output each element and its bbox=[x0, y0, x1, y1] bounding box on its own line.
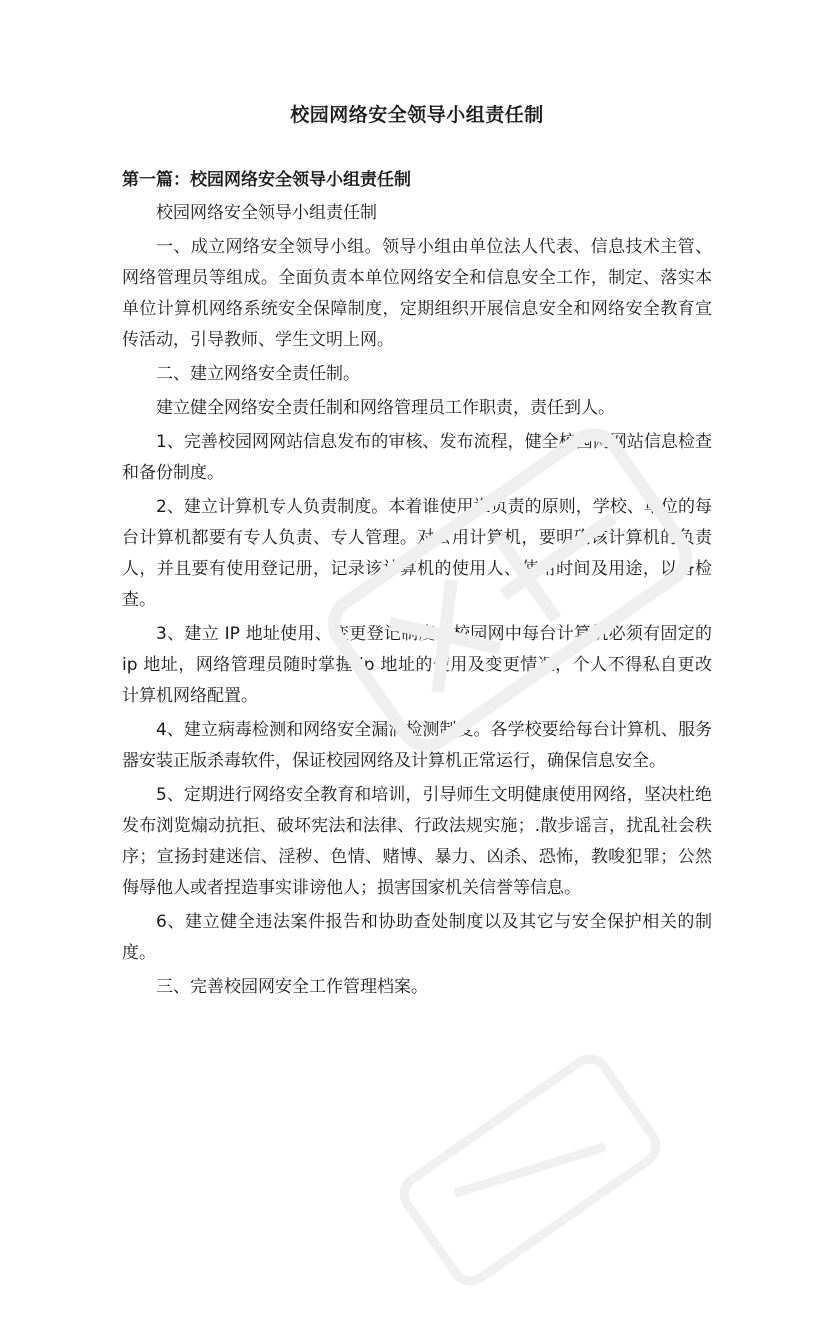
paragraph: 6、建立健全违法案件报告和协助查处制度以及其它与安全保护相关的制度。 bbox=[122, 912, 712, 963]
paragraph: 5、定期进行网络安全教育和培训，引导师生文明健康使用网络，坚决杜绝发布浏览煽动抗拒、破坏宪法和法律、行政法规实施；.散步谣言，扰乱社会秩序；宣扬封建迷信、淫秽、色情、赌博、暴力、凶杀、恐怖，教唆犯罪；公然侮辱他人或者捏造事实诽谤他人；损害国家机关信誉等信息。 bbox=[122, 785, 712, 898]
section-heading: 第一篇：校园网络安全领导小组责任制 bbox=[122, 170, 411, 190]
paragraph: 4、建立病毒检测和网络安全漏洞检测制度。各学校要给每台计算机、服务器安装正版杀毒软件，保证校园网络及计算机正常运行，确保信息安全。 bbox=[122, 720, 712, 771]
paragraph: 3、建立 IP 地址使用、变更登记制度。校园网中每台计算机必须有固定的 ip 地址，网络管理员随时掌握 ip 地址的使用及变更情况，个人不得私自更改计算机网络配置。 bbox=[122, 624, 712, 706]
paragraph: 建立健全网络安全责任制和网络管理员工作职责，责任到人。 bbox=[156, 398, 615, 418]
paragraph: 2、建立计算机专人负责制度。本着谁使用谁负责的原则，学校、单位的每台计算机都要有专人负责、专人管理。对公用计算机，要明确该计算机的负责人，并且要有使用登记册，记录该计算机的使用人、使用时间及用途，以备检查。 bbox=[122, 497, 712, 610]
paragraph: 二、建立网络安全责任制。 bbox=[156, 364, 360, 384]
watermark-icon bbox=[380, 1020, 680, 1320]
document-title: 校园网络安全领导小组责任制 bbox=[290, 104, 544, 126]
paragraph: 一、成立网络安全领导小组。领导小组由单位法人代表、信息技术主管、网络管理员等组成。全面负责本单位网络安全和信息安全工作，制定、落实本单位计算机网络系统安全保障制度，定期组织开展信息安全和网络安全教育宣传活动，引导教师、学生文明上网。 bbox=[122, 237, 712, 350]
paragraph: 校园网络安全领导小组责任制 bbox=[156, 203, 377, 223]
paragraph: 1、完善校园网网站信息发布的审核、发布流程，健全校园网网站信息检查和备份制度。 bbox=[122, 432, 712, 483]
paragraph: 三、完善校园网安全工作管理档案。 bbox=[156, 977, 428, 997]
